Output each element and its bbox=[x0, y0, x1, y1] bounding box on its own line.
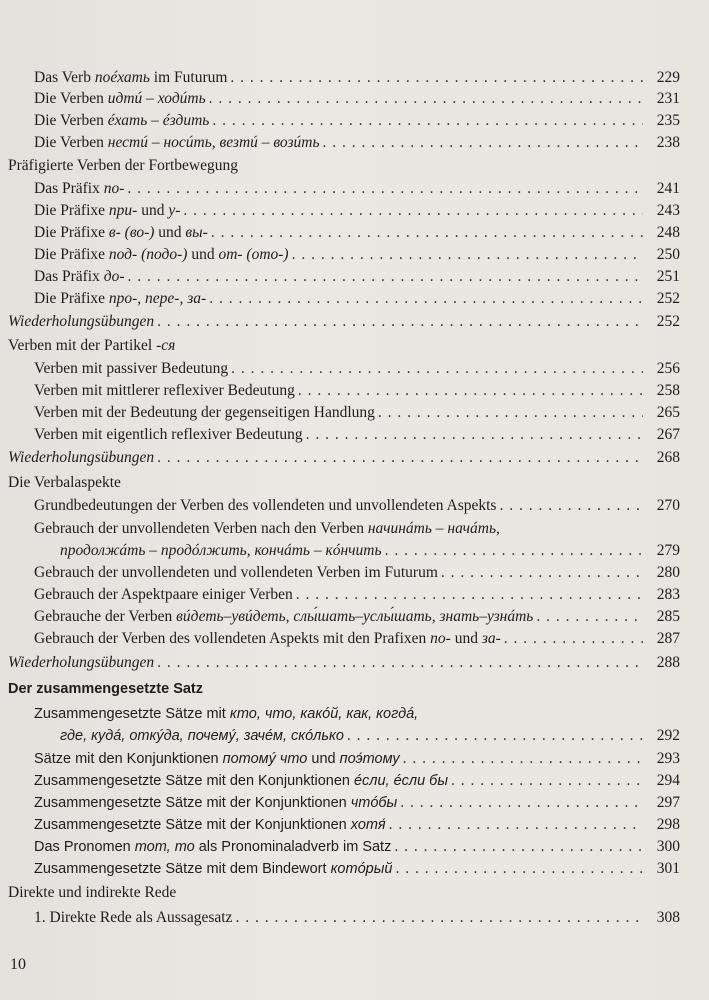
toc-entry-page: 300 bbox=[656, 838, 680, 855]
dot-leader bbox=[183, 200, 643, 222]
toc-entry-page: 288 bbox=[656, 654, 680, 671]
toc-entry-page: 256 bbox=[656, 360, 680, 377]
toc-entry-title: Das Pronomen тот, то als Pronominaladverb im Satz bbox=[34, 839, 392, 855]
page-number: 10 bbox=[10, 956, 26, 973]
dot-leader bbox=[536, 606, 643, 628]
toc-entry bbox=[0, 814, 709, 836]
toc-entry-title: Gebrauch der unvollendeten Verben nach den Verben начинáть – начáть, bbox=[34, 520, 500, 537]
toc-entry-page: 252 bbox=[656, 313, 680, 330]
toc-entry bbox=[0, 380, 709, 402]
dot-leader bbox=[292, 244, 643, 266]
toc-entry-page: 231 bbox=[656, 90, 680, 107]
toc-entry-title: Direkte und indirekte Rede bbox=[8, 884, 177, 901]
dot-leader bbox=[306, 424, 643, 446]
dot-leader bbox=[394, 836, 643, 858]
dot-leader bbox=[378, 402, 643, 424]
toc-entry-page: 293 bbox=[656, 750, 680, 767]
toc-entry-title: Das Verb поéхать im Futurum bbox=[34, 69, 228, 86]
toc-entry-page: 301 bbox=[656, 860, 680, 877]
toc-entry bbox=[0, 288, 709, 310]
dot-leader bbox=[209, 288, 643, 310]
dot-leader bbox=[157, 311, 643, 333]
toc-entry-title: продолжáть – продóлжить, кончáть – кóнчить bbox=[60, 542, 382, 559]
toc-entry-title: Zusammengesetzte Sätze mit dem Bindewort котóрый bbox=[34, 861, 393, 877]
toc-entry-title: Die Präfixe при- und у- bbox=[34, 202, 181, 219]
toc-entry-page: 267 bbox=[656, 426, 680, 443]
dot-leader bbox=[235, 907, 643, 929]
toc-entry bbox=[0, 266, 709, 288]
toc-entry bbox=[0, 335, 709, 357]
toc-entry-title: Verben mit eigentlich reflexiver Bedeutung bbox=[34, 426, 303, 443]
toc-entry bbox=[0, 858, 709, 880]
toc-entry bbox=[0, 110, 709, 132]
toc-entry bbox=[0, 725, 709, 747]
toc-entry-title: Verben mit mittlerer reflexiver Bedeutung bbox=[34, 382, 295, 399]
dot-leader bbox=[127, 178, 643, 200]
toc-entry bbox=[0, 424, 709, 446]
dot-leader bbox=[230, 67, 643, 89]
toc-entry bbox=[0, 244, 709, 266]
dot-leader bbox=[389, 814, 643, 836]
toc-entry-title: Die Verbalaspekte bbox=[8, 474, 121, 491]
toc-entry-title: Die Verben нестú – носúть, везтú – возúть bbox=[34, 134, 320, 151]
toc-entry-page: 268 bbox=[656, 449, 680, 466]
toc-entry bbox=[0, 155, 709, 177]
toc-entry-title: Wiederholungsübungen bbox=[8, 654, 155, 671]
dot-leader bbox=[157, 447, 643, 469]
dot-leader bbox=[128, 266, 643, 288]
toc-entry-page: 252 bbox=[656, 290, 680, 307]
toc-entry bbox=[0, 652, 709, 674]
toc-entry-title: Der zusammengesetzte Satz bbox=[8, 681, 204, 697]
dot-leader bbox=[385, 540, 643, 562]
toc-entry-title: Zusammengesetzte Sätze mit den Konjunktionen éсли, éсли бы bbox=[34, 773, 449, 789]
toc-entry bbox=[0, 67, 709, 89]
toc-entry bbox=[0, 132, 709, 154]
toc-entry-page: 270 bbox=[656, 497, 680, 514]
toc-entry-title: Zusammengesetzte Sätze mit der Konjunktionen хотя́ bbox=[34, 817, 386, 833]
toc-entry-title: Das Präfix до- bbox=[34, 268, 125, 285]
dot-leader bbox=[395, 858, 643, 880]
toc-entry-page: 292 bbox=[656, 727, 680, 744]
toc-entry-title: Gebrauch der Verben des vollendeten Aspekts mit den Prafixen по- und за- bbox=[34, 630, 501, 647]
toc-entry bbox=[0, 222, 709, 244]
toc-entry-page: 294 bbox=[656, 772, 680, 789]
toc-entry-page: 298 bbox=[656, 816, 680, 833]
toc-entry bbox=[0, 882, 709, 904]
dot-leader bbox=[499, 495, 643, 517]
toc-entry bbox=[0, 836, 709, 858]
toc-entry-page: 229 bbox=[656, 69, 680, 86]
dot-leader bbox=[211, 222, 643, 244]
toc-entry bbox=[0, 447, 709, 469]
toc-entry-title: Die Präfixe в- (во-) und вы- bbox=[34, 224, 208, 241]
dot-leader bbox=[231, 358, 643, 380]
toc-entry-page: 285 bbox=[656, 608, 680, 625]
toc-entry bbox=[0, 402, 709, 424]
toc-entry-page: 297 bbox=[656, 794, 680, 811]
toc-entry-page: 280 bbox=[656, 564, 680, 581]
toc-entry bbox=[0, 770, 709, 792]
toc-entry-title: 1. Direkte Rede als Aussagesatz bbox=[34, 909, 233, 926]
toc-entry-page: 241 bbox=[656, 180, 680, 197]
toc-entry bbox=[0, 792, 709, 814]
toc-entry-page: 258 bbox=[656, 382, 680, 399]
toc-entry bbox=[0, 88, 709, 110]
toc-entry bbox=[0, 358, 709, 380]
toc-entry bbox=[0, 562, 709, 584]
toc-entry-page: 308 bbox=[656, 909, 680, 926]
dot-leader bbox=[347, 725, 643, 747]
toc-entry-title: Wiederholungsübungen bbox=[8, 313, 155, 330]
toc-entry-page: 248 bbox=[656, 224, 680, 241]
toc-entry-page: 283 bbox=[656, 586, 680, 603]
toc-entry bbox=[0, 678, 709, 700]
toc-entry-title: Die Verben éхать – éздить bbox=[34, 112, 210, 129]
toc-entry-title: Zusammengesetzte Sätze mit der Konjunktionen чтóбы bbox=[34, 795, 398, 811]
toc-entry-page: 235 bbox=[656, 112, 680, 129]
toc-entry bbox=[0, 495, 709, 517]
dot-leader bbox=[157, 652, 643, 674]
toc-entry-page: 251 bbox=[656, 268, 680, 285]
toc-entry-title: Gebrauch der Aspektpaare einiger Verben bbox=[34, 586, 293, 603]
toc-entry-page: 265 bbox=[656, 404, 680, 421]
toc-entry-title: где, кудá, откýда, почемý, зачéм, скóлько bbox=[60, 728, 344, 744]
toc-entry-title: Verben mit der Bedeutung der gegenseitigen Handlung bbox=[34, 404, 375, 421]
dot-leader bbox=[298, 380, 643, 402]
toc-entry-page: 243 bbox=[656, 202, 680, 219]
dot-leader bbox=[451, 770, 643, 792]
toc-entry-title: Verben mit passiver Bedeutung bbox=[34, 360, 229, 377]
dot-leader bbox=[441, 562, 643, 584]
toc-entry bbox=[0, 703, 709, 725]
dot-leader bbox=[323, 132, 643, 154]
toc-entry-title: Gebrauch der unvollendeten und vollendeten Verben im Futurum bbox=[34, 564, 438, 581]
dot-leader bbox=[209, 88, 643, 110]
dot-leader bbox=[504, 628, 643, 650]
toc-entry-title: Die Präfixe под- (подо-) und от- (ото-) bbox=[34, 246, 289, 263]
toc-entry bbox=[0, 584, 709, 606]
toc-entry-title: Die Verben идтú – ходúть bbox=[34, 90, 206, 107]
toc-entry bbox=[0, 628, 709, 650]
dot-leader bbox=[212, 110, 643, 132]
toc-entry-title: Die Präfixe про-, пере-, за- bbox=[34, 290, 207, 307]
toc-entry-page: 250 bbox=[656, 246, 680, 263]
toc-entry bbox=[0, 178, 709, 200]
toc-entry-page: 287 bbox=[656, 630, 680, 647]
toc-entry bbox=[0, 748, 709, 770]
toc-entry-title: Zusammengesetzte Sätze mit кто, что, какóй, как, когдá, bbox=[34, 706, 419, 722]
toc-entry bbox=[0, 200, 709, 222]
toc-entry-title: Wiederholungsübungen bbox=[8, 449, 155, 466]
toc-entry bbox=[0, 472, 709, 494]
toc-entry-title: Gebrauche der Verben вúдеть–увúдеть, слы́шать–услы́шать, знать–узнáть bbox=[34, 608, 534, 625]
toc-entry bbox=[0, 907, 709, 929]
toc-entry-title: Präfigierte Verben der Fortbewegung bbox=[8, 157, 238, 174]
toc-entry bbox=[0, 311, 709, 333]
dot-leader bbox=[400, 792, 643, 814]
toc-entry bbox=[0, 540, 709, 562]
dot-leader bbox=[296, 584, 643, 606]
toc-entry-title: Das Präfix по- bbox=[34, 180, 125, 197]
toc-entry bbox=[0, 518, 709, 540]
toc-entry-page: 279 bbox=[656, 542, 680, 559]
toc-entry-page: 238 bbox=[656, 134, 680, 151]
toc-entry-title: Verben mit der Partikel -ся bbox=[8, 337, 176, 354]
toc-entry-title: Grundbedeutungen der Verben des vollendeten und unvollendeten Aspekts bbox=[34, 497, 497, 514]
dot-leader bbox=[403, 748, 643, 770]
toc-entry bbox=[0, 606, 709, 628]
toc-entry-title: Sätze mit den Konjunktionen потомý что und поэ́тому bbox=[34, 751, 400, 767]
